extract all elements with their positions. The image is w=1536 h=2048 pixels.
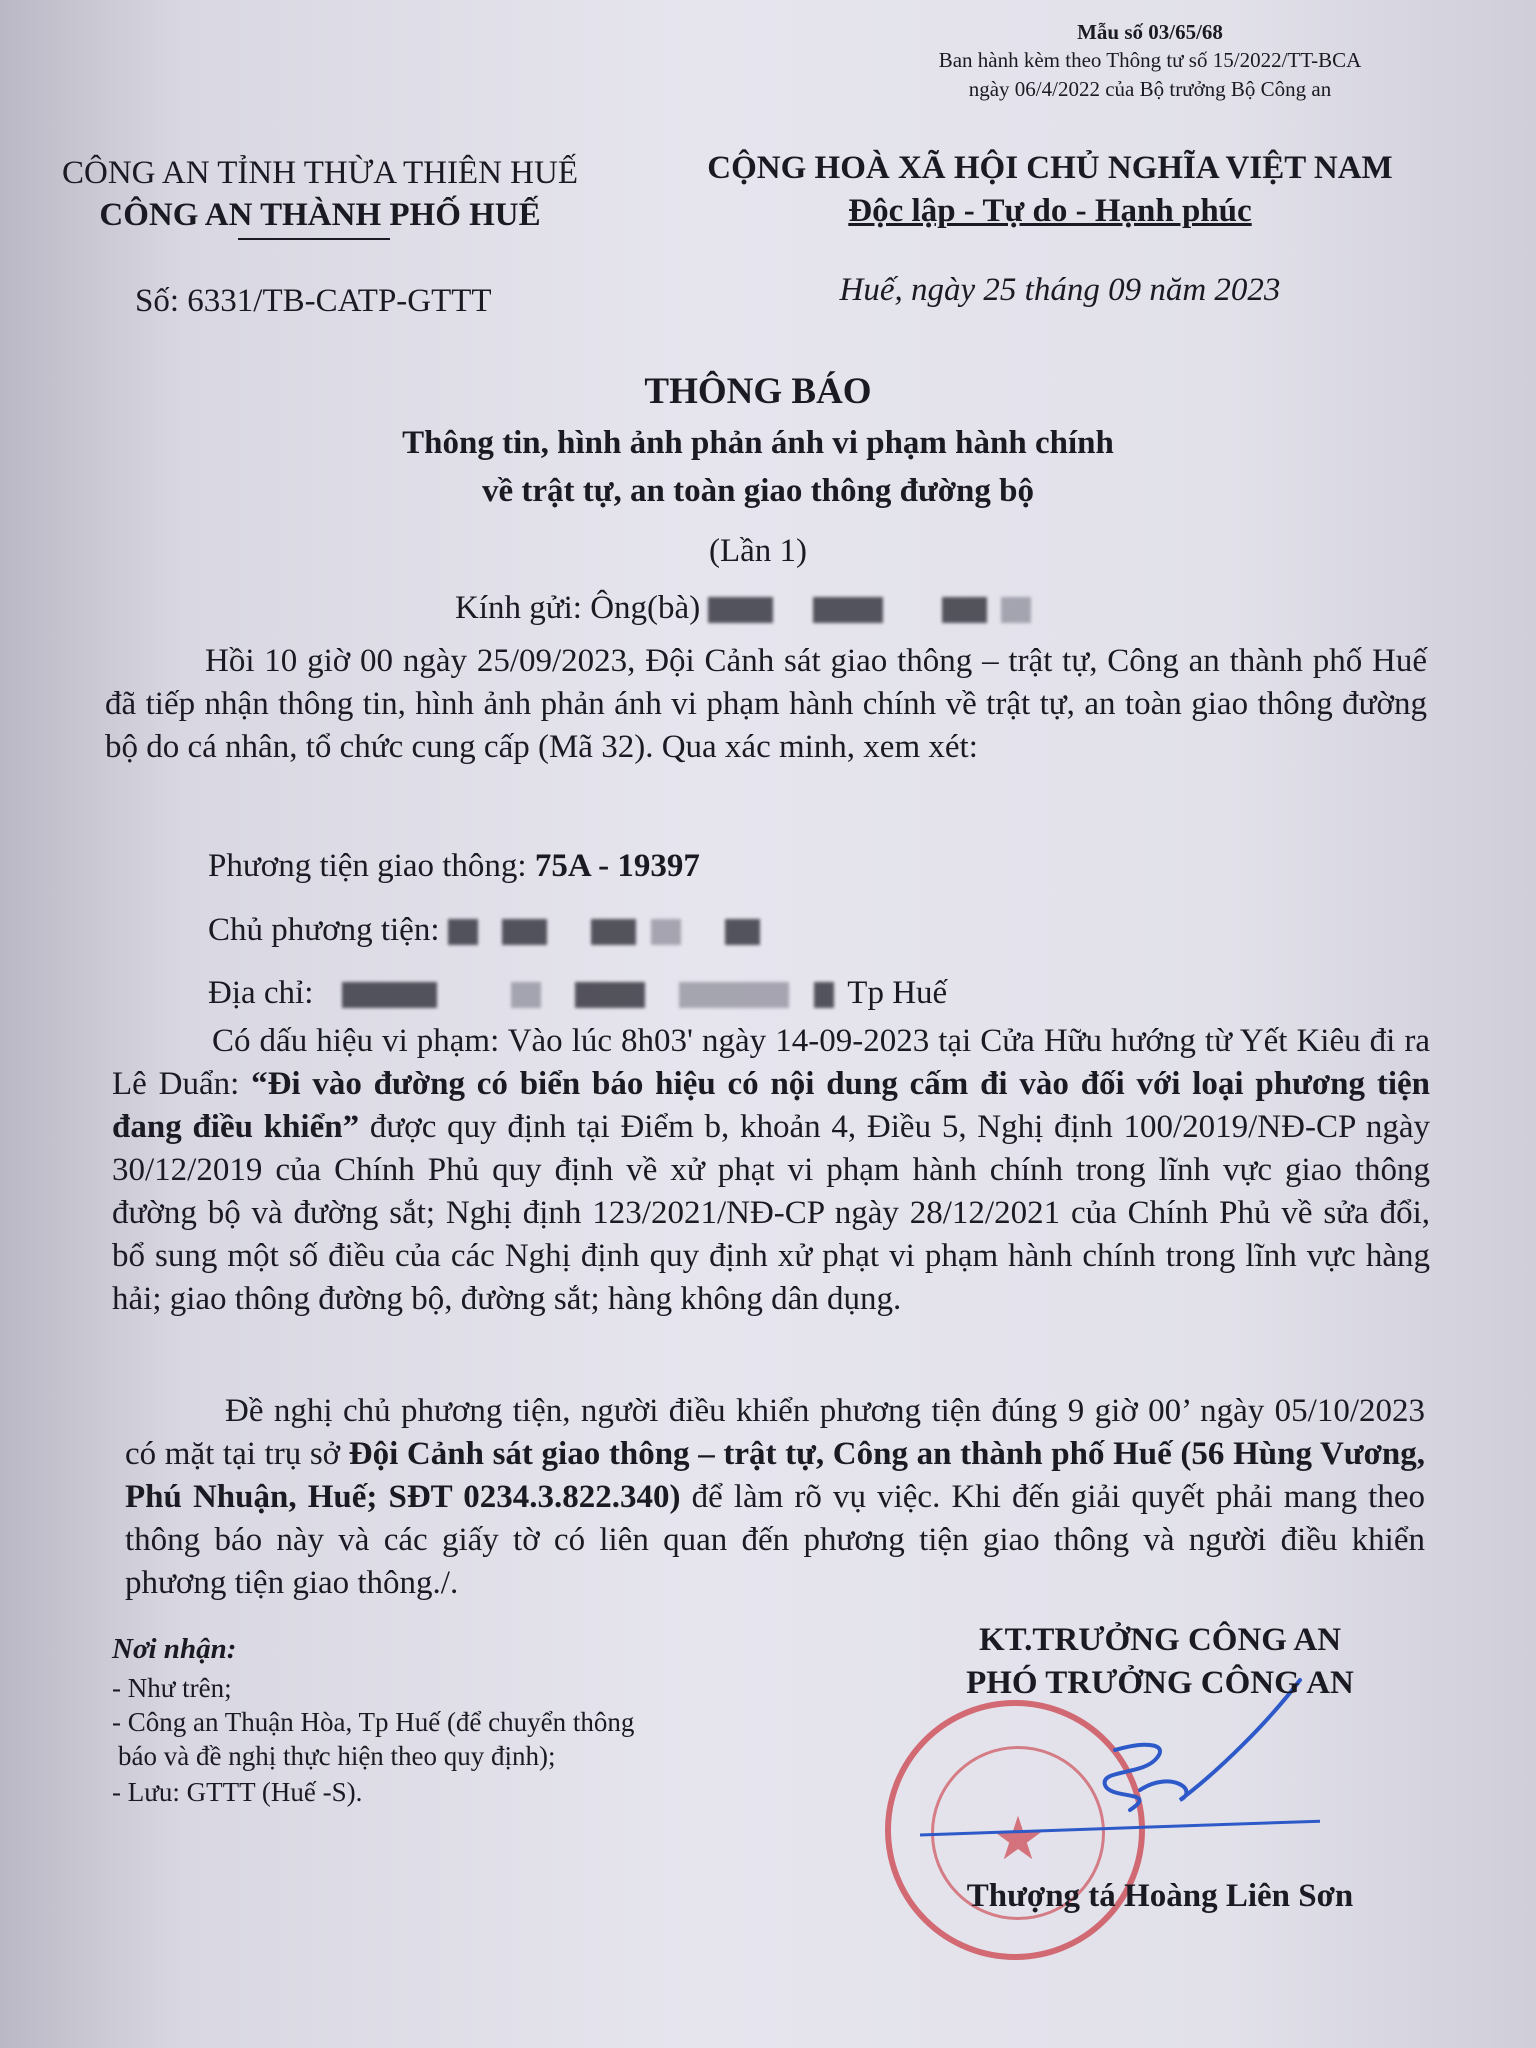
- notice-title: THÔNG BÁO: [644, 371, 872, 412]
- redacted-owner: [591, 919, 636, 945]
- document-number: Số: 6331/TB-CATP-GTTT: [135, 283, 492, 319]
- redacted-address: [679, 982, 789, 1008]
- notice-subtitle-2: về trật tự, an toàn giao thông đường bộ: [481, 473, 1034, 509]
- seal-star-icon: ★: [991, 1806, 1045, 1872]
- signature-title-2: PHÓ TRƯỞNG CÔNG AN: [966, 1665, 1354, 1701]
- form-code: Mẫu số 03/65/68: [1077, 20, 1223, 44]
- redacted-address: [511, 982, 541, 1008]
- address-label: Địa chỉ:: [208, 975, 314, 1011]
- redacted-owner: [651, 919, 681, 945]
- request-paragraph: [125, 1390, 1425, 1605]
- recipient-line: - Lưu: GTTT (Huế -S).: [112, 1777, 363, 1807]
- violation-description: “Đi vào đường có biển báo hiệu có nội dung cấm đi vào đối với loại phương tiện đang điều khiển”: [112, 1066, 1430, 1145]
- recipient-line: - Như trên;: [112, 1673, 232, 1703]
- form-ref-line2: ngày 06/4/2022 của Bộ trưởng Bộ Công an: [968, 77, 1332, 101]
- notice-round: (Lần 1): [708, 533, 808, 569]
- agency-underline: [238, 238, 390, 240]
- redacted-address: [814, 982, 834, 1008]
- request-instructions: để làm rõ vụ việc. Khi đến giải quyết phải mang theo thông báo này và các giấy tờ có liên quan đến phương tiện giao thông và người điều khiển phương tiện giao thông./.: [125, 1479, 1425, 1601]
- vehicle-plate: 75A - 19397: [534, 848, 700, 884]
- owner-label: Chủ phương tiện:: [208, 912, 440, 948]
- place-date: Huế, ngày 25 tháng 09 năm 2023: [839, 272, 1281, 308]
- notice-subtitle-1: Thông tin, hình ảnh phản ánh vi phạm hành chính: [402, 425, 1114, 461]
- nation-title: CỘNG HOÀ XÃ HỘI CHỦ NGHĨA VIỆT NAM: [707, 150, 1393, 186]
- intro-text: Hồi 10 giờ 00 ngày 25/09/2023, Đội Cảnh sát giao thông – trật tự, Công an thành phố Huế đã tiếp nhận thông tin, hình ảnh phản ánh vi phạm hành chính về trật tự, an toàn giao thông đường bộ do cá nhân, tổ chức cung cấp (Mã 32). Qua xác minh, xem xét:: [105, 643, 1427, 765]
- violation-legal-basis: được quy định tại Điểm b, khoản 4, Điều 5, Nghị định 100/2019/NĐ-CP ngày 30/12/2019 của Chính Phủ quy định về xử phạt vi phạm hành chính trong lĩnh vực giao thông đường bộ và đường sắt; Nghị định 123/2021/NĐ-CP ngày 28/12/2021 của Chính Phủ về sửa đổi, bổ sung một số điều của các Nghị định quy định xử phạt vi phạm hành chính trong lĩnh vực hàng hải; giao thông đường bộ, đường sắt; hàng không dân dụng.: [112, 1109, 1430, 1317]
- recipient-line: báo và đề nghị thực hiện theo quy định);: [118, 1741, 556, 1771]
- signer-name: Thượng tá Hoàng Liên Sơn: [966, 1878, 1354, 1914]
- agency-parent: CÔNG AN TỈNH THỪA THIÊN HUẾ: [61, 155, 578, 191]
- redacted-owner: [725, 919, 760, 945]
- salutation: [455, 590, 1037, 627]
- signature-title-1: KT.TRƯỞNG CÔNG AN: [978, 1622, 1342, 1658]
- violation-paragraph: [112, 1020, 1430, 1321]
- vehicle-label: Phương tiện giao thông:: [208, 848, 527, 884]
- address-row: [208, 975, 947, 1012]
- nation-motto: Độc lập - Tự do - Hạnh phúc: [848, 193, 1252, 229]
- vehicle-row: [208, 848, 700, 885]
- request-text: Đề nghị chủ phương tiện, người điều khiển phương tiện đúng 9 giờ 00’ ngày 05/10/2023 có mặt tại trụ sở: [125, 1393, 1425, 1472]
- redacted-owner: [448, 919, 478, 945]
- intro-paragraph: [105, 640, 1427, 769]
- redacted-name: [813, 597, 883, 623]
- redacted-name: [708, 597, 773, 623]
- request-location: Đội Cảnh sát giao thông – trật tự, Công an thành phố Huế (56 Hùng Vương, Phú Nhuận, Huế; SĐT 0234.3.822.340): [125, 1436, 1425, 1515]
- owner-row: [208, 912, 766, 949]
- redacted-owner: [502, 919, 547, 945]
- address-suffix: Tp Huế: [847, 975, 948, 1011]
- redacted-name: [1001, 597, 1031, 623]
- redacted-address: [575, 982, 645, 1008]
- redacted-address: [342, 982, 437, 1008]
- agency-name: CÔNG AN THÀNH PHỐ HUẾ: [99, 197, 541, 233]
- redacted-name: [942, 597, 987, 623]
- salutation-label: Kính gửi: Ông(bà): [455, 590, 701, 626]
- form-ref-line1: Ban hành kèm theo Thông tư số 15/2022/TT-BCA: [938, 48, 1362, 72]
- recipient-line: - Công an Thuận Hòa, Tp Huế (để chuyển thông: [112, 1707, 635, 1737]
- recipients-title: Nơi nhận:: [112, 1633, 237, 1665]
- violation-text: Có dấu hiệu vi phạm: Vào lúc 8h03' ngày 14-09-2023 tại Cửa Hữu hướng từ Yết Kiêu đi ra Lê Duẩn:: [112, 1023, 1430, 1102]
